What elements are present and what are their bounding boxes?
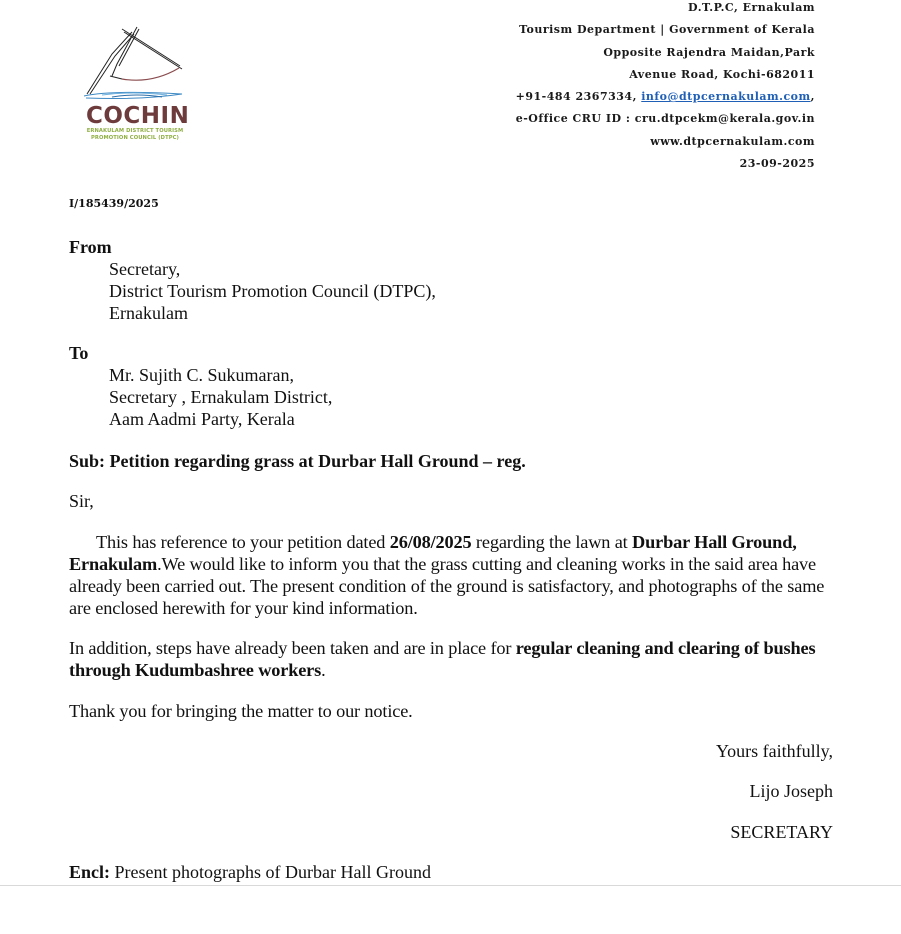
logo-subtitle: ERNAKULAM DISTRICT TOURISM PROMOTION COUNCIL (DTPC) [86,128,184,141]
from-block [69,236,436,324]
address-line-2: Avenue Road, Kochi-682011 [629,67,815,81]
signatory-name: Lijo Joseph [749,781,833,801]
signatory-designation: SECRETARY [730,822,833,842]
phone-number: +91-484 2367334, [515,90,637,104]
from-line: Secretary, [109,259,181,279]
office-name: D.T.P.C, Ernakulam [688,1,815,14]
subject-line: Sub: Petition regarding grass at Durbar Hall Ground – reg. [69,451,526,471]
office-address-block [516,0,815,178]
reference-number: I/185439/2025 [69,197,159,210]
to-block [69,342,332,430]
to-line: Secretary , Ernakulam District, [109,387,333,407]
contact-line: +91-484 2367334, info@dtpcernakulam.com, [515,90,815,104]
chinese-fishing-net-icon [82,24,188,104]
from-line: District Tourism Promotion Council (DTPC), [109,281,436,301]
logo-wordmark: COCHIN [86,103,190,129]
from-line: Ernakulam [109,303,188,323]
to-line: Aam Aadmi Party, Kerala [109,409,295,429]
eoffice-id: e-Office CRU ID : cru.dtpcekm@kerala.gov.in [515,112,815,126]
to-label: To [69,343,89,363]
body-paragraph-3: Thank you for bringing the matter to our notice. [69,701,413,721]
salutation: Sir, [69,491,94,511]
letter-date: 23-09-2025 [739,157,815,171]
enclosure-line: Encl: Present photographs of Durbar Hall Ground [69,862,431,882]
from-label: From [69,237,112,257]
department: Tourism Department | Government of Kerala [519,23,815,37]
body-paragraph-2: In addition, steps have already been taken and are in place for regular cleaning and clearing of bushes through Kudumbashree workers. [69,638,816,680]
email-link[interactable]: info@dtpcernakulam.com [641,90,811,104]
valediction: Yours faithfully, [715,741,833,761]
body-paragraph-1: This has reference to your petition dated 26/08/2025 regarding the lawn at Durbar Hall Ground, Ernakulam.We would like to inform you that the grass cutting and cleaning works in the said area have already been carried out. The present condition of the ground is satisfactory, and photographs of the same are enclosed herewith for your kind information. [69,532,825,618]
address-line-1: Opposite Rajendra Maidan,Park [603,45,815,59]
to-line: Mr. Sujith C. Sukumaran, [109,365,295,385]
website: www.dtpcernakulam.com [650,134,815,148]
dtpc-logo [82,24,188,146]
